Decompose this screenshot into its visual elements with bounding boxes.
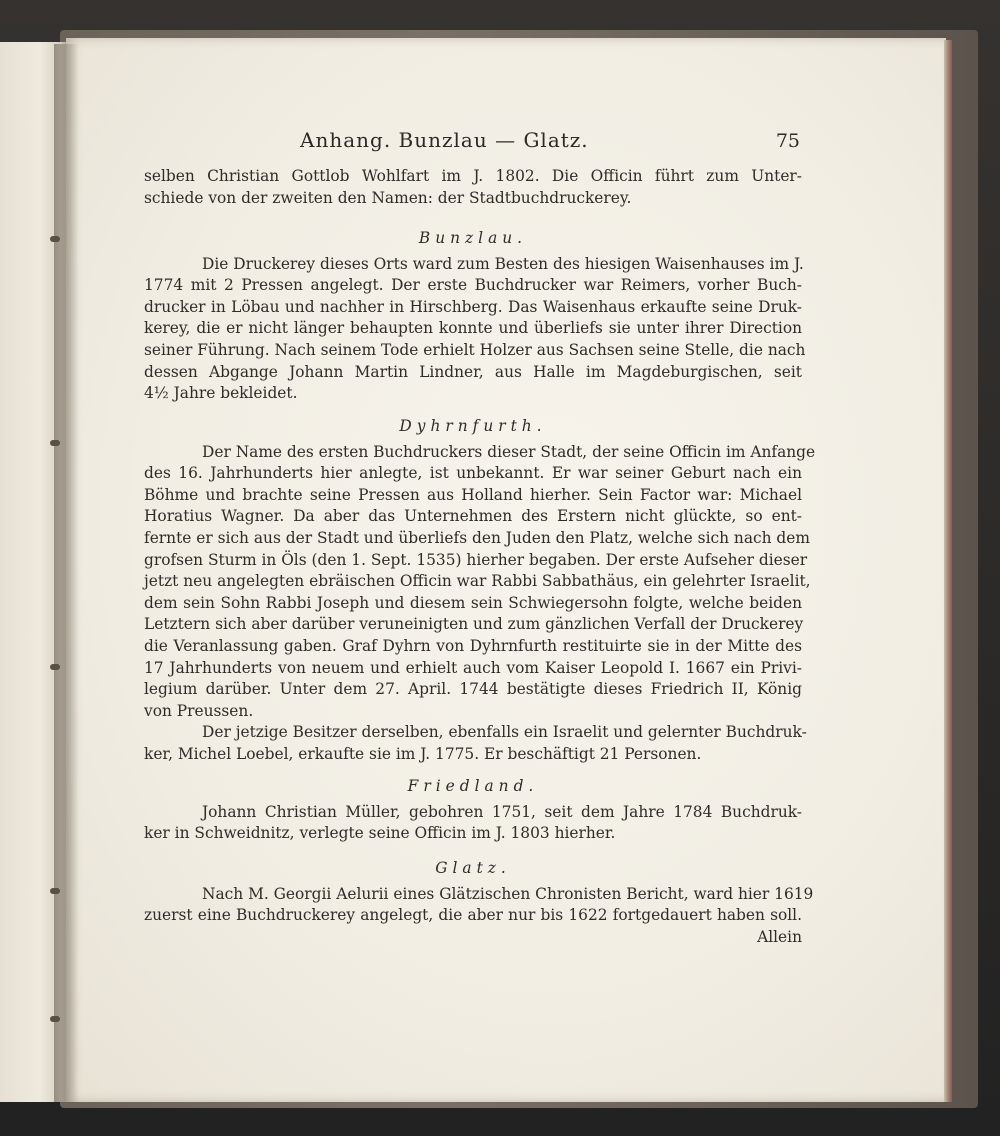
text-line: ker in Schweidnitz, verlegte seine Officin im J. 1803 hierher. [144, 824, 616, 843]
text-line: Der jetzige Besitzer derselben, ebenfalls ein Israelit und gelernter Buchdruk- [202, 723, 807, 742]
text-line: die Veranlassung gaben. Graf Dyhrn von Dyhrnfurth restituirte sie in der Mitte des [144, 636, 802, 655]
text-line: schiede von der zweiten den Namen: der Stadtbuchdruckerey. [144, 188, 632, 207]
binding-thread-mark [50, 236, 60, 242]
section-heading: Friedland. [407, 777, 539, 795]
binding-thread-mark [50, 888, 60, 894]
text-line: Böhme und brachte seine Pressen aus Holland hierher. Sein Factor war: Michael [144, 485, 802, 504]
text-line: des 16. Jahrhunderts hier anlegte, ist unbekannt. Er war seiner Geburt nach ein [144, 464, 802, 483]
section-friedland [144, 776, 802, 845]
section-heading: Glatz. [435, 859, 511, 877]
text-line: Nach M. Georgii Aelurii eines Glätzischen Chronisten Bericht, ward hier 1619 [202, 884, 814, 903]
section-glatz [144, 858, 814, 948]
running-head [300, 124, 800, 160]
section-bunzlau [144, 228, 806, 405]
text-line: kerey, die er nicht länger behaupten konnte und überliefs sie unter ihrer Direction [144, 319, 802, 338]
binding-thread-mark [50, 1016, 60, 1022]
spine-shadow [54, 44, 78, 1102]
binding-thread-mark [50, 664, 60, 670]
section-dyhrnfurth [144, 416, 816, 766]
text-line: Letztern sich aber darüber veruneinigten und zum gänzlichen Verfall der Druckerey [144, 615, 804, 634]
text-line: fernte er sich aus der Stadt und überliefs den Juden den Platz, welche sich nach dem [144, 528, 810, 547]
text-line: selben Christian Gottlob Wohlfart im J. 1802. Die Officin führt zum Unter- [144, 167, 802, 185]
text-line: Johann Christian Müller, gebohren 1751, seit dem Jahre 1784 Buchdruk- [202, 802, 802, 821]
text-line: Horatius Wagner. Da aber das Unternehmen des Erstern nicht glückte, so ent- [144, 507, 802, 526]
text-line: drucker in Löbau und nachher in Hirschberg. Das Waisenhaus erkaufte seine Druk- [144, 297, 802, 316]
text-line: Die Druckerey dieses Orts ward zum Besten des hiesigen Waisenhauses im J. [202, 254, 804, 273]
text-line: 1774 mit 2 Pressen angelegt. Der erste Buchdrucker war Reimers, vorher Buch- [144, 276, 802, 295]
page-edge-right [944, 40, 952, 1102]
section-heading: Bunzlau. [418, 229, 528, 247]
catchword: Allein [757, 927, 802, 946]
text-line: jetzt neu angelegten ebräischen Officin war Rabbi Sabbathäus, ein gelehrter Israelit, [144, 572, 811, 591]
text-line: Der Name des ersten Buchdruckers dieser Stadt, der seine Officin im Anfange [202, 442, 816, 461]
text-line: grofsen Sturm in Öls (den 1. Sept. 1535) hierher begaben. Der erste Aufseher dieser [144, 550, 808, 569]
text-line: zuerst eine Buchdruckerey angelegt, die aber nur bis 1622 fortgedauert haben soll. [144, 906, 802, 925]
text-line: 4½ Jahre bekleidet. [144, 384, 298, 403]
text-line: dem sein Sohn Rabbi Joseph und diesem sein Schwiegersohn folgte, welche beiden [144, 593, 802, 612]
binding-thread-mark [50, 440, 60, 446]
text-line: dessen Abgange Johann Martin Lindner, aus Halle im Magdeburgischen, seit [144, 362, 802, 381]
intro-paragraph [144, 166, 802, 209]
text-line: von Preussen. [144, 701, 254, 720]
section-heading: Dyhrnfurth. [399, 417, 547, 435]
page-number: 75 [775, 130, 800, 152]
text-line: ker, Michel Loebel, erkaufte sie im J. 1775. Er beschäftigt 21 Personen. [144, 744, 702, 763]
text-line: legium darüber. Unter dem 27. April. 1744 bestätigte dieses Friedrich II, König [144, 680, 802, 699]
running-head-title: Anhang. Bunzlau — Glatz. [300, 128, 589, 152]
text-line: seiner Führung. Nach seinem Tode erhielt Holzer aus Sachsen seine Stelle, die nach [144, 340, 806, 359]
text-line: 17 Jahrhunderts von neuem und erhielt auch vom Kaiser Leopold I. 1667 ein Privi- [144, 658, 802, 677]
